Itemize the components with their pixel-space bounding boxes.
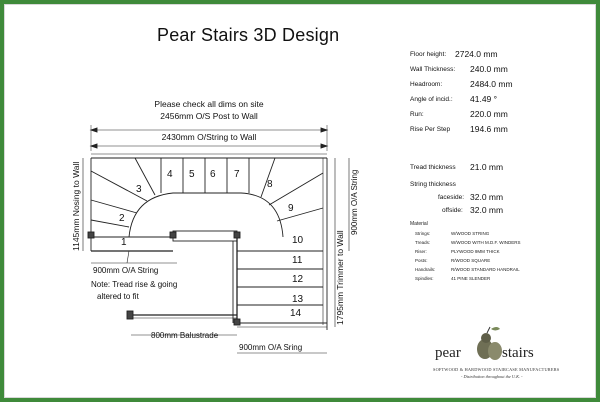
dim-oa-string-left: 900mm O/A String — [93, 266, 159, 275]
offside-label: offside: — [442, 207, 463, 214]
newel-post-left — [88, 232, 94, 238]
drawing-sheet — [4, 4, 596, 398]
dim-balustrade: 800mm Balustrade — [151, 331, 219, 340]
arrow-left — [91, 144, 97, 148]
spec-value: 240.0 mm — [470, 64, 508, 74]
spec-label: Angle of incid.: — [410, 96, 453, 103]
material-value: 41 PINE SLENDER — [451, 276, 491, 281]
page-title: Pear Stairs 3D Design — [157, 25, 340, 45]
well-rail — [173, 231, 237, 241]
winder-line-r2 — [269, 173, 323, 205]
step-number: 1 — [121, 237, 127, 248]
spec-label: Wall Thickness: — [410, 66, 456, 73]
arrow-right-2 — [321, 128, 327, 132]
pear-logo-icon — [477, 327, 502, 360]
spec-value: 220.0 mm — [470, 109, 508, 119]
newel-post-base — [234, 319, 240, 325]
logo-tagline: SOFTWOOD & HARDWOOD STAIRCASE MANUFACTURERS — [433, 367, 560, 372]
material-label: Treads: — [415, 240, 431, 245]
arrow-right — [321, 144, 327, 148]
spec-value: 2484.0 mm — [470, 79, 513, 89]
offside-value: 32.0 mm — [470, 205, 504, 215]
spec-label: Headroom: — [410, 81, 443, 88]
newel-post-bottom — [127, 311, 133, 319]
spec-value: 194.6 mm — [470, 124, 508, 134]
newel-post-mid — [170, 232, 176, 238]
material-value: R/WOOD SQUARE — [451, 258, 491, 263]
note-tread-line1: Note: Tread rise & going — [91, 280, 178, 289]
step-number: 7 — [234, 169, 240, 180]
dim-nosing-to-wall: 1145mm Nosing to Wall — [71, 161, 81, 251]
dim-oa-string-bottom: 900mm O/A Sring — [239, 343, 303, 352]
material-label: Handrails: — [415, 267, 436, 272]
material-label: Riser: — [415, 249, 427, 254]
logo-tagline-distribution: - Distribution throughout the U.K. - — [461, 374, 523, 379]
tread-thickness-label: Tread thickness — [410, 164, 456, 171]
dim-string-to-wall: 2430mm O/String to Wall — [161, 132, 257, 142]
spec-label: Rise Per Step — [410, 126, 451, 133]
tread-thickness-value: 21.0 mm — [470, 162, 504, 172]
winder-line-r1 — [261, 158, 275, 197]
material-value: PLYWOOD 9MM THICK — [451, 249, 500, 254]
newel-post-corner — [234, 232, 240, 238]
material-value: W/WOOD WITH M.D.F. WINDERS — [451, 240, 521, 245]
step-number: 4 — [167, 169, 173, 180]
step-number: 13 — [292, 294, 304, 305]
step-number: 8 — [267, 179, 273, 190]
step-number: 14 — [290, 308, 302, 319]
dim-oa-string-right: 900mm O/A String — [350, 169, 359, 235]
walkline-arc — [129, 193, 283, 237]
material-label: Strings: — [415, 231, 431, 236]
step-number: 6 — [210, 169, 216, 180]
step-number: 10 — [292, 235, 304, 246]
spec-value: 41.49 ° — [470, 94, 498, 104]
logo-word-pear: pear — [435, 345, 461, 361]
material-label: Posts: — [415, 258, 428, 263]
logo-word-stairs: stairs — [502, 345, 534, 361]
spec-label: Run: — [410, 111, 424, 118]
arrow-left-2 — [91, 128, 97, 132]
spec-value: 2724.0 mm — [455, 49, 498, 59]
string-thickness-label: String thickness — [410, 181, 456, 188]
step-number: 12 — [292, 274, 304, 285]
step-number: 2 — [119, 213, 125, 224]
faceside-value: 32.0 mm — [470, 192, 504, 202]
note-tread-line2: altered to fit — [97, 292, 139, 301]
note-check-dims: Please check all dims on site — [154, 99, 264, 109]
spec-label: Floor height: — [410, 51, 447, 58]
winder-line-1 — [91, 200, 137, 213]
winder-line-r3 — [277, 208, 323, 221]
step-number: 11 — [292, 255, 303, 266]
material-label: Spindles: — [415, 276, 434, 281]
dim-trimmer-to-wall: 1795mm Trimmer to Wall — [335, 230, 345, 325]
step-number: 5 — [189, 169, 195, 180]
step-number: 3 — [136, 184, 142, 195]
material-value: R/WOOD STANDARD HANDRAIL — [451, 267, 520, 272]
material-value: W/WOOD STRING — [451, 231, 490, 236]
dim-post-to-wall: 2456mm O/S Post to Wall — [160, 111, 258, 121]
step-number: 9 — [288, 203, 294, 214]
material-heading: Material — [410, 221, 428, 227]
note-leader — [127, 251, 129, 263]
faceside-label: faceside: — [438, 194, 465, 201]
